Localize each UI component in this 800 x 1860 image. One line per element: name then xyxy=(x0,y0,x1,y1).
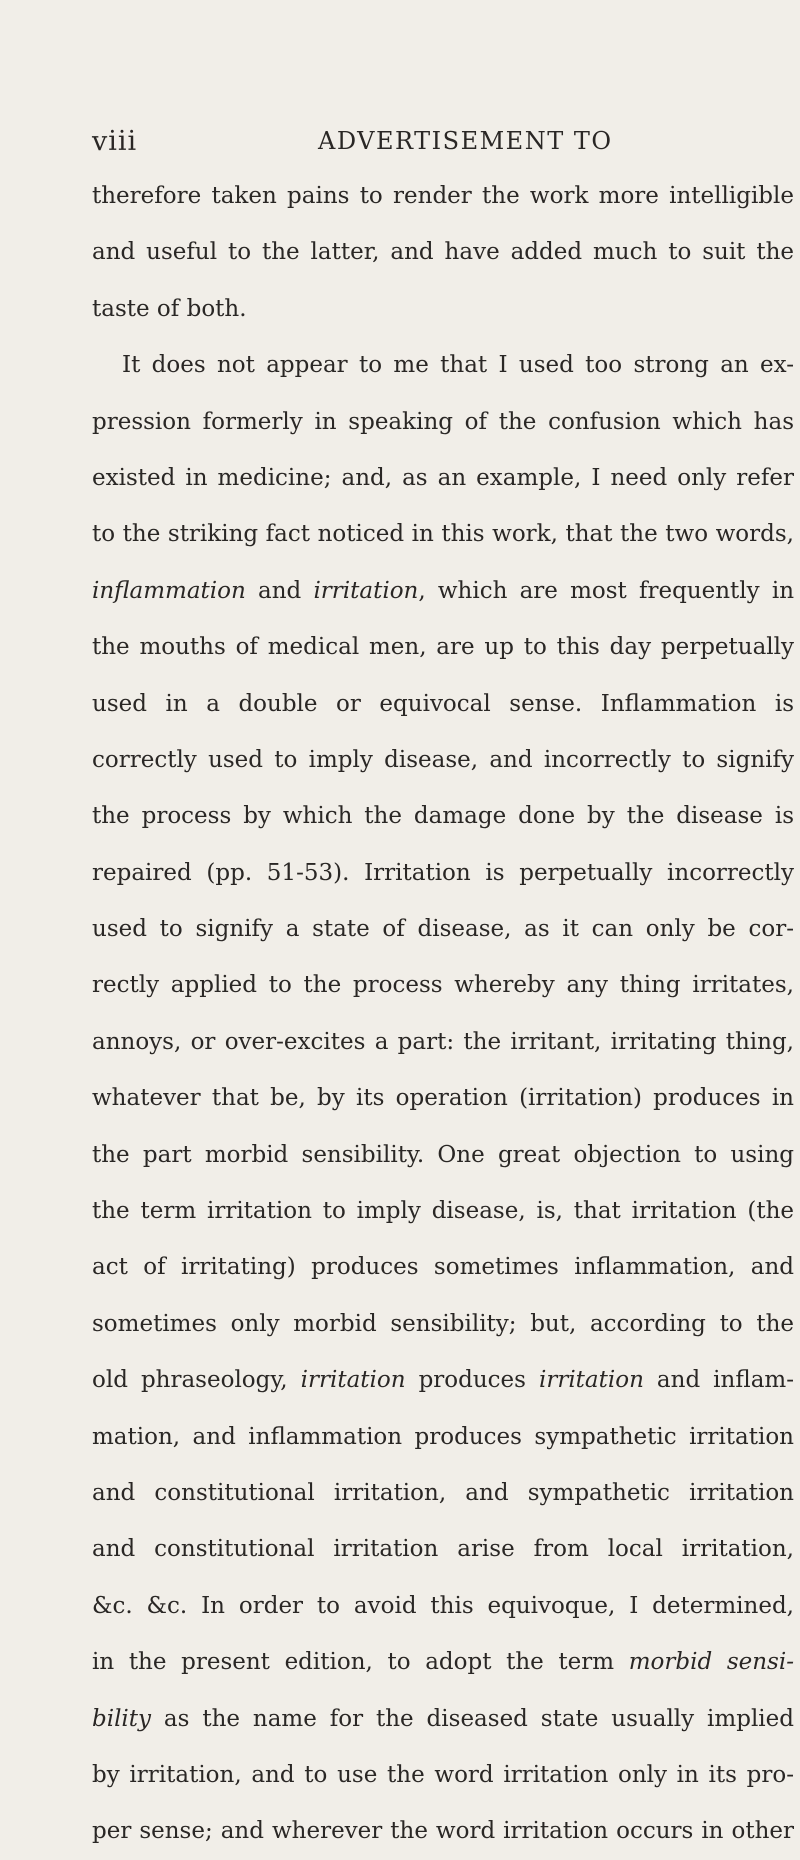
italic-term: irritation xyxy=(300,1367,406,1394)
text-line: mation, and inflammation produces sympathetic irritation xyxy=(92,1423,794,1450)
italic-term: inflammation xyxy=(92,577,246,604)
text-line: old phraseology, irritation produces irritation and inflam- xyxy=(92,1367,794,1394)
text-line: annoys, or over-excites a part: the irritant, irritating thing, xyxy=(92,1028,794,1055)
text-line: by irritation, and to use the word irritation only in its pro- xyxy=(92,1761,794,1788)
text-line: pression formerly in speaking of the confusion which has xyxy=(92,408,794,435)
body-text xyxy=(92,168,794,1860)
running-head xyxy=(92,126,732,166)
text-line: It does not appear to me that I used too strong an ex- xyxy=(122,352,794,379)
text-line: and constitutional irritation arise from local irritation, xyxy=(92,1536,794,1563)
text-line: &c. &c. In order to avoid this equivoque, I determined, xyxy=(92,1592,794,1619)
italic-term: bility xyxy=(92,1705,152,1732)
text-line: used in a double or equivocal sense. Inflammation is xyxy=(92,690,794,717)
text-line: act of irritating) produces sometimes inflammation, and xyxy=(92,1254,794,1281)
text-line: bility as the name for the diseased state usually implied xyxy=(92,1705,794,1732)
text-line: whatever that be, by its operation (irritation) produces in xyxy=(92,1085,794,1112)
text-line: the mouths of medical men, are up to this day perpetually xyxy=(92,634,794,661)
italic-term: irritation xyxy=(313,577,419,604)
text-line: the process by which the damage done by the disease is xyxy=(92,803,794,830)
page-number: viii xyxy=(92,126,138,157)
text-line: inflammation and irritation, which are most frequently in xyxy=(92,577,794,604)
text-line: existed in medicine; and, as an example, I need only refer xyxy=(92,464,794,491)
text-line: and constitutional irritation, and sympathetic irritation xyxy=(92,1479,794,1506)
text-line: the part morbid sensibility. One great objection to using xyxy=(92,1141,794,1168)
text-line: taste of both. xyxy=(92,295,247,322)
text-line: rectly applied to the process whereby any thing irritates, xyxy=(92,972,794,999)
text-line: and useful to the latter, and have added much to suit the xyxy=(92,239,794,266)
running-title: ADVERTISEMENT TO xyxy=(318,127,613,155)
text-line: in the present edition, to adopt the term morbid sensi- xyxy=(92,1649,794,1676)
italic-term: irritation xyxy=(538,1367,644,1394)
text-line: correctly used to imply disease, and incorrectly to signify xyxy=(92,746,794,773)
text-line: per sense; and wherever the word irritation occurs in other xyxy=(92,1818,794,1845)
text-line: the term irritation to imply disease, is, that irritation (the xyxy=(92,1198,794,1225)
text-line: repaired (pp. 51-53). Irritation is perpetually incorrectly xyxy=(92,859,794,886)
text-line: therefore taken pains to render the work more intelligible xyxy=(92,183,794,209)
text-line: to the striking fact noticed in this work, that the two words, xyxy=(92,521,794,548)
italic-term: morbid sensi- xyxy=(628,1649,794,1676)
text-line: used to signify a state of disease, as it can only be cor- xyxy=(92,916,794,943)
text-line: sometimes only morbid sensibility; but, according to the xyxy=(92,1310,794,1337)
